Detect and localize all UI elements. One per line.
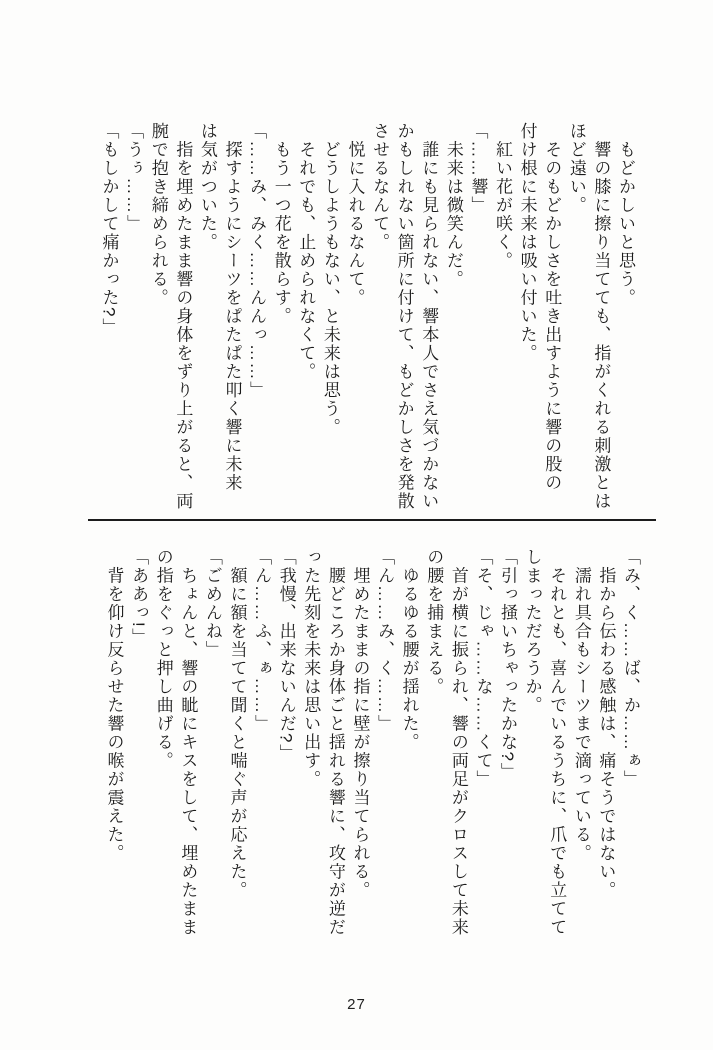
- text-line: 「ああっ!」: [129, 548, 149, 647]
- page-number: 27: [347, 996, 366, 1013]
- text-line: 探すようにシーツをぱたぱた叩く響に未来: [222, 122, 242, 492]
- text-line: かもしれない箇所に付けて、もどかしさを発散: [394, 122, 414, 511]
- text-line: 腕で抱き締められる。: [148, 122, 168, 307]
- text-line: 「み、く……ば、か……ぁ」: [621, 548, 640, 789]
- text-line: させるなんて。: [370, 122, 390, 252]
- text-line: もどかしいと思う。: [616, 122, 635, 307]
- text-line: ほど遠い。: [566, 122, 586, 215]
- text-line: 「もしかして痛かった?」: [99, 122, 119, 337]
- text-line: どうしようもない、と未来は思う。: [320, 122, 340, 437]
- text-line: 背を仰け反らせた響の喉が震えた。: [104, 548, 124, 863]
- text-line: そのもどかしさを吐き出すように響の股の: [542, 122, 562, 492]
- text-line: 首が横に振られ、響の両足がクロスして未来: [448, 548, 468, 937]
- text-line: 埋めたままの指に壁が擦り当てられる。: [350, 548, 370, 900]
- text-line: 「ん……ふ、ぁ……」: [252, 548, 272, 733]
- text-line: は気がついた。: [197, 122, 217, 252]
- text-line: それとも、喜んでいるうちに、爪でも立てて: [547, 548, 567, 937]
- text-line: ちょんと、響の眦にキスをして、埋めたまま: [178, 548, 198, 937]
- text-line: 指を埋めたまま響の身体をずり上がると、両: [173, 122, 193, 511]
- text-line: 誰にも見られない、響本人でさえ気づかない: [419, 122, 439, 511]
- text-line: 「そ、じゃ……な……くて」: [473, 548, 493, 789]
- text-line: 紅い花が咲く。: [493, 122, 513, 270]
- text-line: 付け根に未来は吸い付いた。: [517, 122, 537, 363]
- text-line: の指をぐっと押し曲げる。: [153, 548, 173, 770]
- text-line: 指から伝わる感触は、痛そうではない。: [596, 548, 616, 900]
- section-divider-rule: [88, 519, 656, 521]
- text-line: 「うぅ……」: [124, 122, 144, 233]
- text-line: 響の膝に擦り当てても、指がくれる刺激とは: [591, 122, 611, 511]
- text-line: 「……み、みく……んんっ……」: [247, 122, 267, 400]
- text-line: 「ごめんね」: [202, 548, 222, 659]
- text-section-bottom: [101, 548, 642, 978]
- text-line: 腰どころか身体ごと揺れる響に、攻守が逆だ: [325, 548, 345, 937]
- text-line: 悦に入れるなんて。: [345, 122, 365, 307]
- text-line: それでも、止められなくて。: [296, 122, 316, 381]
- text-line: 未来は微笑んだ。: [443, 122, 463, 289]
- text-line: もう一つ花を散らす。: [271, 122, 291, 326]
- text-line: った先刻を未来は思い出す。: [301, 548, 321, 789]
- text-line: ゆるゆる腰が揺れた。: [399, 548, 419, 752]
- text-line: 「我慢、出来ないんだ?」: [276, 548, 296, 763]
- text-line: しまっただろうか。: [522, 548, 542, 715]
- text-section-top: [96, 122, 637, 522]
- text-line: 濡れ具合もシーツまで滴っている。: [571, 548, 591, 863]
- text-line: の腰を捕まえる。: [424, 548, 444, 696]
- text-line: 「引っ掻いちゃったかな?」: [498, 548, 518, 781]
- text-line: 「ん……み、く……」: [375, 548, 395, 733]
- text-line: 額に額を当てて聞くと喘ぐ声が応えた。: [227, 548, 247, 900]
- text-line: 「……響」: [468, 122, 488, 215]
